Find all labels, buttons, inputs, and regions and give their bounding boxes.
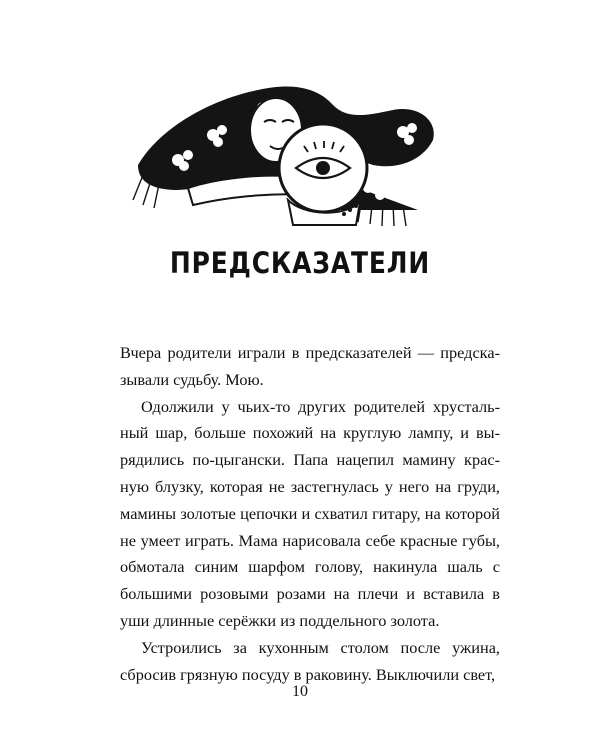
chapter-body	[120, 340, 500, 688]
paragraph: Устроились за кухонным столом после ужина, сбросив грязную посуду в раковину. Выключили свет,	[120, 637, 500, 684]
chapter-title: ПРЕДСКАЗАТЕЛИ	[169, 246, 431, 280]
paragraph: Вчера родители играли в предсказателей — предсказывали судьбу. Мою.	[120, 343, 500, 389]
fortune-teller-crystal-ball-icon	[118, 60, 448, 230]
fortune-teller-illustration	[118, 60, 448, 230]
paragraph: Одолжили у чьих-то других родителей хрустальный шар, больше похожий на круглую лампу, и вырядились по-цыгански. Папа нацепил мамину красную блузку, которая не застегнулась у него на груди, мамины золотые цепочки и схватил гитару, на которой не умеет играть. Мама нарисовала себе красные губы, обмотала синим шарфом голову, накинула шаль с большими розовыми розами на плечи и вставила в уши длинные серёжки из поддельного золота.	[120, 396, 500, 630]
page-number: 10	[292, 683, 308, 700]
